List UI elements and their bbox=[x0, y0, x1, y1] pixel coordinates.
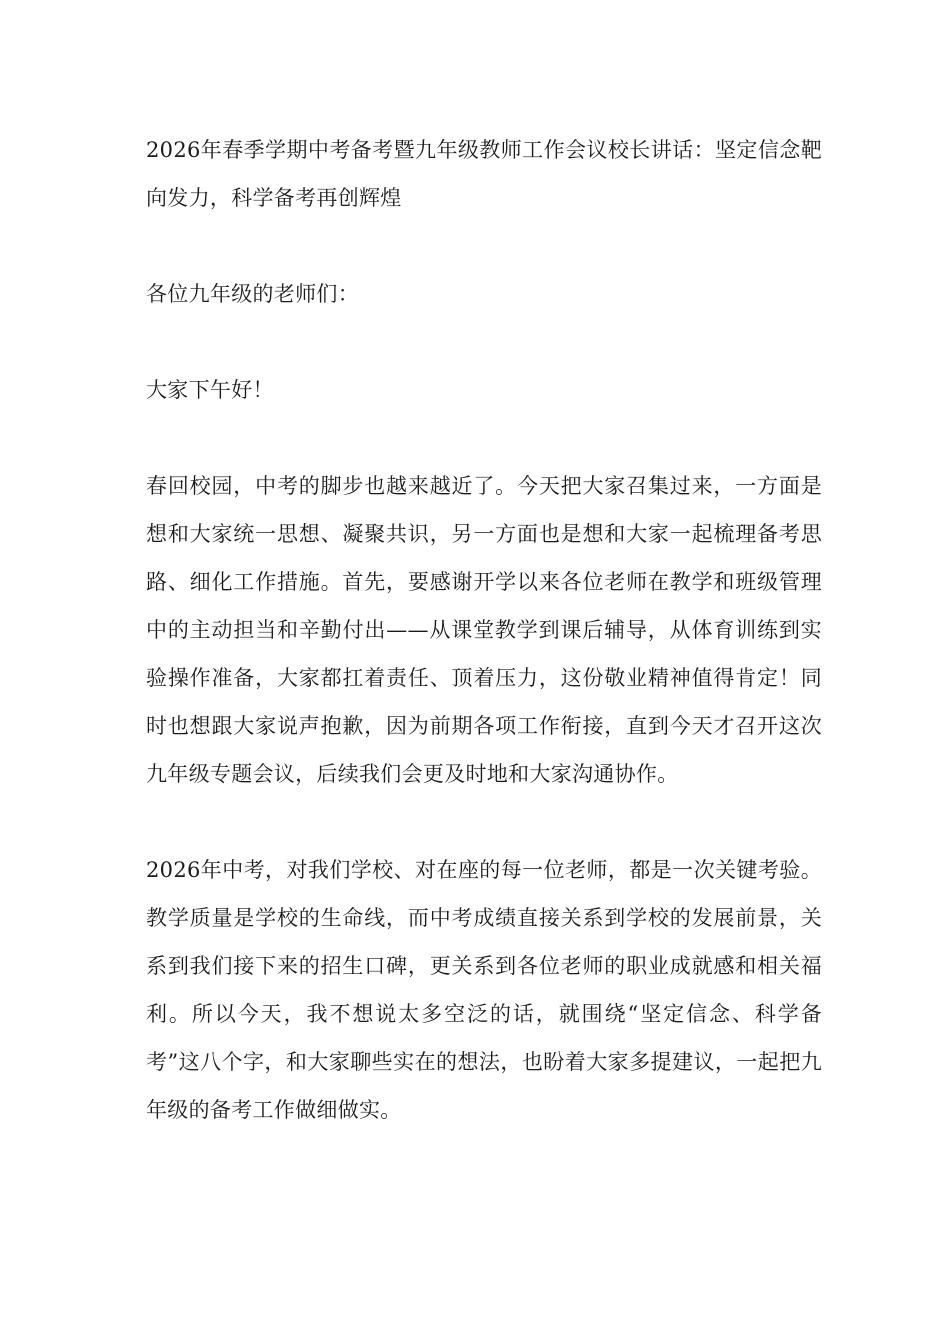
paragraph-2: 2026年中考，对我们学校、对在座的每一位老师，都是一次关键考验。教学质量是学校的生命线，而中考成绩直接关系到学校的发展前景，关系到我们接下来的招生口碑，更关系到各位老师的职业成就感和相关福利。所以今天，我不想说太多空泛的话，就围绕“坚定信念、科学备考”这八个字，和大家聊些实在的想法，也盼着大家多提建议，一起把九年级的备考工作做细做实。 bbox=[146, 858, 822, 1122]
salutation: 各位九年级的老师们： bbox=[146, 282, 359, 306]
greeting: 大家下午好！ bbox=[146, 378, 274, 402]
paragraph-1: 春回校园，中考的脚步也越来越近了。今天把大家召集过来，一方面是想和大家统一思想、凝聚共识，另一方面也是想和大家一起梳理备考思路、细化工作措施。首先，要感谢开学以来各位老师在教学和班级管理中的主动担当和辛勤付出——从课堂教学到课后辅导，从体育训练到实验操作准备，大家都扛着责任、顶着压力，这份敬业精神值得肯定！同时也想跟大家说声抱歉，因为前期各项工作衔接，直到今天才召开这次九年级专题会议，后续我们会更及时地和大家沟通协作。 bbox=[146, 474, 822, 786]
document-title: 2026年春季学期中考备考暨九年级教师工作会议校长讲话：坚定信念靶向发力，科学备考再创辉煌 bbox=[146, 138, 822, 210]
document-body bbox=[146, 126, 822, 1182]
